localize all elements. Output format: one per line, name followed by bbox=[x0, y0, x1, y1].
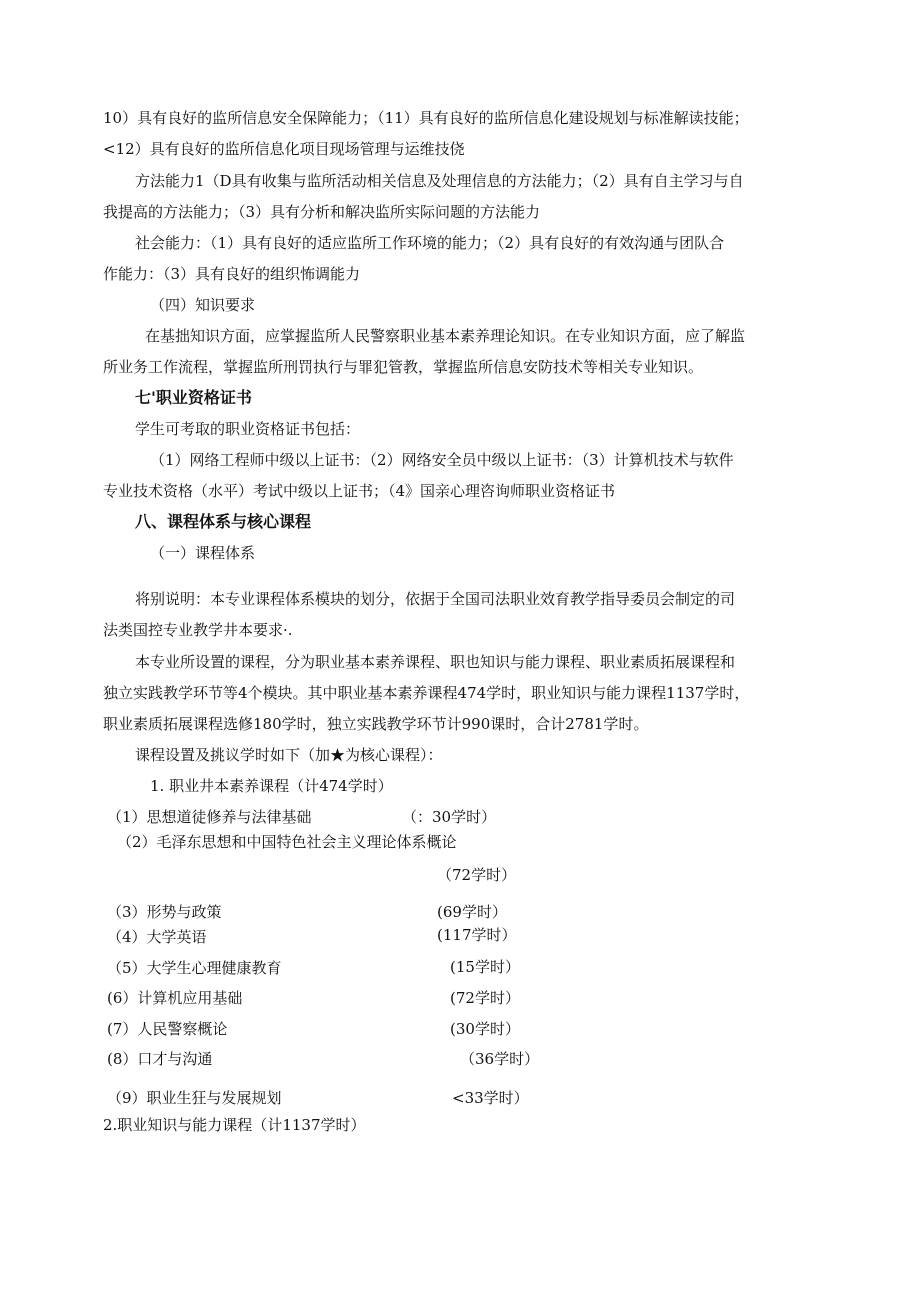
curriculum-para-line-2: 独立实践教学环节等4个模块。其中职业基本素养课程474学时，职业知识与能力课程1137学时， bbox=[103, 684, 750, 702]
knowledge-courses-heading: 2.职业知识与能力课程（计1137学时） bbox=[103, 1116, 366, 1134]
course-2-name: （2）毛泽东思想和中国特色社会主义理论体系概论 bbox=[117, 833, 457, 851]
course-3-hours: (69学时） bbox=[437, 903, 507, 921]
course-8-hours: （36学时） bbox=[460, 1050, 540, 1068]
course-3-name: （3）形势与政策 bbox=[107, 903, 222, 921]
course-1-hours: （：30学时） bbox=[402, 808, 497, 826]
method-ability-line-1: 方法能力1（D具有收集与监所活动相关信息及处理信息的方法能力；（2）具有自主学习与自 bbox=[135, 172, 744, 190]
certificate-intro: 学生可考取的职业资格证书包括： bbox=[135, 420, 361, 438]
knowledge-para-line-2: 所业务工作流程，掌握监所刑罚执行与罪犯管教，掌握监所信息安防技术等相关专业知识。 bbox=[103, 358, 704, 376]
course-5-name: （5）大学生心理健康教育 bbox=[107, 959, 282, 977]
course-5-hours: (15学时） bbox=[450, 958, 520, 976]
ability-line-2: <12）具有良好的监所信息化项目现场管理与运维技侥 bbox=[103, 140, 465, 158]
curriculum-heading: 八、课程体系与核心课程 bbox=[135, 512, 312, 531]
course-4-hours: (117学时） bbox=[437, 926, 517, 944]
curriculum-note-line-1: 将别说明：本专业课程体系模块的划分，依据于全国司法职业效育教学指导委员会制定的司 bbox=[135, 590, 736, 608]
curriculum-para-line-3: 职业素质拓展课程选修180学时，独立实践教学环节计990课时，合计2781学时。 bbox=[103, 715, 649, 733]
course-7-hours: (30学时） bbox=[450, 1020, 520, 1038]
curriculum-note-line-2: 法类国控专业教学井本要求·. bbox=[103, 621, 293, 639]
social-ability-line-2: 作能力：（3）具有良好的组织怖调能力 bbox=[103, 265, 361, 283]
certificate-list-line-2: 专业技术资格（水平）考试中级以上证书；（4》国亲心理咨询师职业资格证书 bbox=[103, 482, 616, 500]
method-ability-line-2: 我提高的方法能力；（3）具有分析和解决监所实际问题的方法能力 bbox=[103, 203, 541, 221]
ability-line-1: 10）具有良好的监所信息安全保障能力；（11）具有良好的监所信息化建设规划与标准解读技能； bbox=[103, 109, 749, 127]
basic-courses-heading: 1. 职业井本素养课程（计474学时） bbox=[150, 777, 393, 795]
course-6-name: (6）计算机应用基础 bbox=[107, 989, 243, 1007]
course-7-name: (7）人民警察概论 bbox=[107, 1020, 228, 1038]
knowledge-heading: （四）知识要求 bbox=[150, 296, 256, 314]
certificate-heading: 七'职业资格证书 bbox=[135, 388, 252, 407]
curriculum-para-line-1: 本专业所设置的课程，分为职业基本素养课程、职也知识与能力课程、职业素质拓展课程和 bbox=[135, 653, 736, 671]
course-9-name: （9）职业生狂与发展规划 bbox=[107, 1089, 282, 1107]
course-4-name: （4）大学英语 bbox=[107, 928, 207, 946]
knowledge-para-line-1: 在基拙知识方面，应掌握监所人民警察职业基本素养理论知识。在专业知识方面，应了解监 bbox=[145, 327, 746, 345]
social-ability-line-1: 社会能力：（1）具有良好的适应监所工作环境的能力；（2）具有良好的有效沟通与团队合 bbox=[135, 234, 725, 252]
course-1-name: （1）思想道徒修养与法律基础 bbox=[107, 808, 312, 826]
curriculum-sub-heading: （一）课程体系 bbox=[150, 544, 256, 562]
course-2-hours: （72学时） bbox=[437, 866, 517, 884]
course-6-hours: (72学时） bbox=[450, 989, 520, 1007]
course-8-name: (8）口才与沟通 bbox=[107, 1050, 213, 1068]
curriculum-para-line-4: 课程设置及挑议学时如下（加★为核心课程）： bbox=[135, 746, 443, 764]
course-9-hours: <33学时） bbox=[452, 1089, 529, 1107]
certificate-list-line-1: （1）网络工程师中级以上证书：（2）网络安全员中级以上证书：（3）计算机技术与软件 bbox=[150, 451, 734, 469]
